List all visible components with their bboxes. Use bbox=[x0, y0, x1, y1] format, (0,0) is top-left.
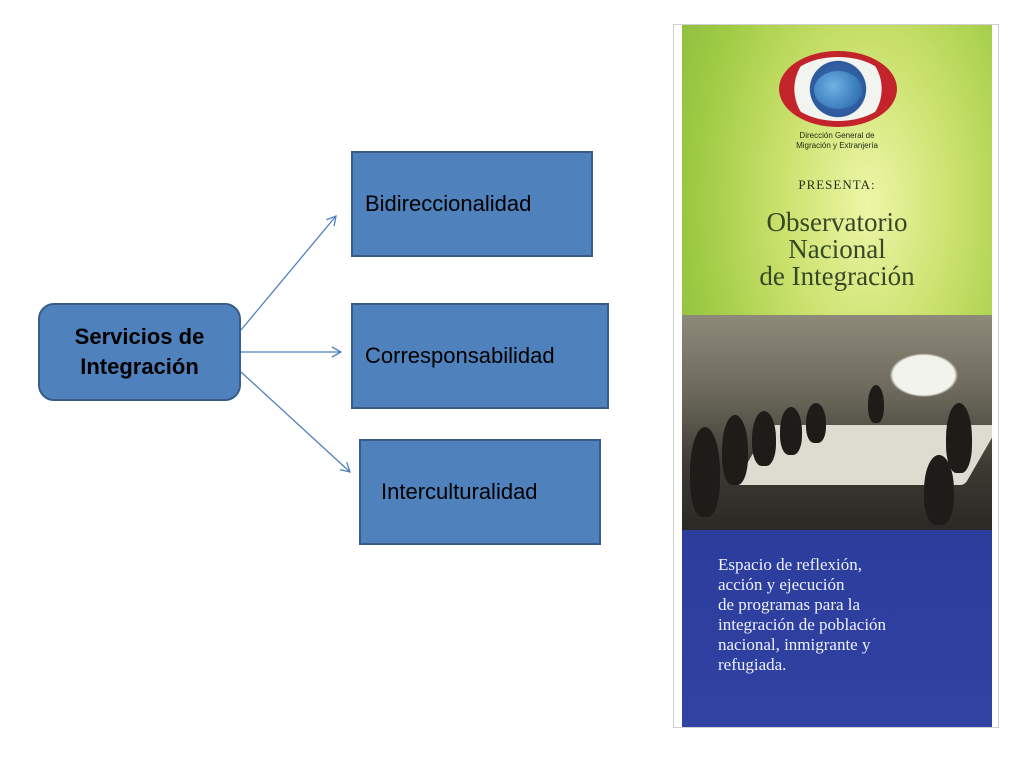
source-node-line2: Integración bbox=[80, 354, 199, 379]
agency-line2: Migración y Extranjería bbox=[796, 141, 878, 150]
agency-line1: Dirección General de bbox=[799, 131, 875, 140]
corresponsabilidad-node bbox=[351, 303, 609, 409]
tagline-line: Espacio de reflexión, bbox=[718, 555, 862, 574]
person-silhouette bbox=[690, 427, 720, 517]
person-silhouette bbox=[806, 403, 826, 443]
person-silhouette bbox=[868, 385, 884, 423]
title-line1: Observatorio bbox=[766, 207, 908, 237]
presenta-label: PRESENTA: bbox=[798, 177, 876, 192]
interculturalidad-node bbox=[359, 439, 601, 545]
arrow-to-interculturalidad bbox=[241, 372, 350, 472]
tagline-line: acción y ejecución bbox=[718, 575, 845, 594]
observatorio-title bbox=[682, 209, 992, 290]
brochure-tagline bbox=[718, 555, 978, 675]
bidireccionalidad-label: Bidireccionalidad bbox=[365, 191, 532, 216]
person-silhouette bbox=[780, 407, 802, 455]
person-silhouette bbox=[722, 415, 748, 485]
title-line2: Nacional bbox=[788, 234, 886, 264]
title-line3: de Integración bbox=[759, 261, 915, 291]
person-silhouette bbox=[946, 403, 972, 473]
bidireccionalidad-node bbox=[351, 151, 593, 257]
brochure-blue-panel bbox=[682, 530, 992, 728]
source-node-line1: Servicios de bbox=[74, 324, 205, 349]
arrow-to-bidireccionalidad bbox=[241, 216, 336, 330]
interculturalidad-label: Interculturalidad bbox=[381, 479, 538, 504]
meeting-photo bbox=[682, 315, 992, 530]
tagline-line: de programas para la bbox=[718, 595, 861, 614]
tagline-line: integración de población bbox=[718, 615, 887, 634]
tagline-line: refugiada. bbox=[718, 655, 787, 674]
globe-icon bbox=[814, 71, 862, 109]
migration-seal-logo bbox=[779, 51, 897, 127]
person-silhouette bbox=[924, 455, 954, 525]
person-silhouette bbox=[752, 411, 776, 466]
servicios-de-integracion-node bbox=[38, 303, 241, 401]
corresponsabilidad-label: Corresponsabilidad bbox=[365, 343, 555, 368]
agency-name bbox=[682, 131, 992, 151]
tagline-line: nacional, inmigrante y bbox=[718, 635, 871, 654]
brochure-image bbox=[673, 24, 999, 728]
